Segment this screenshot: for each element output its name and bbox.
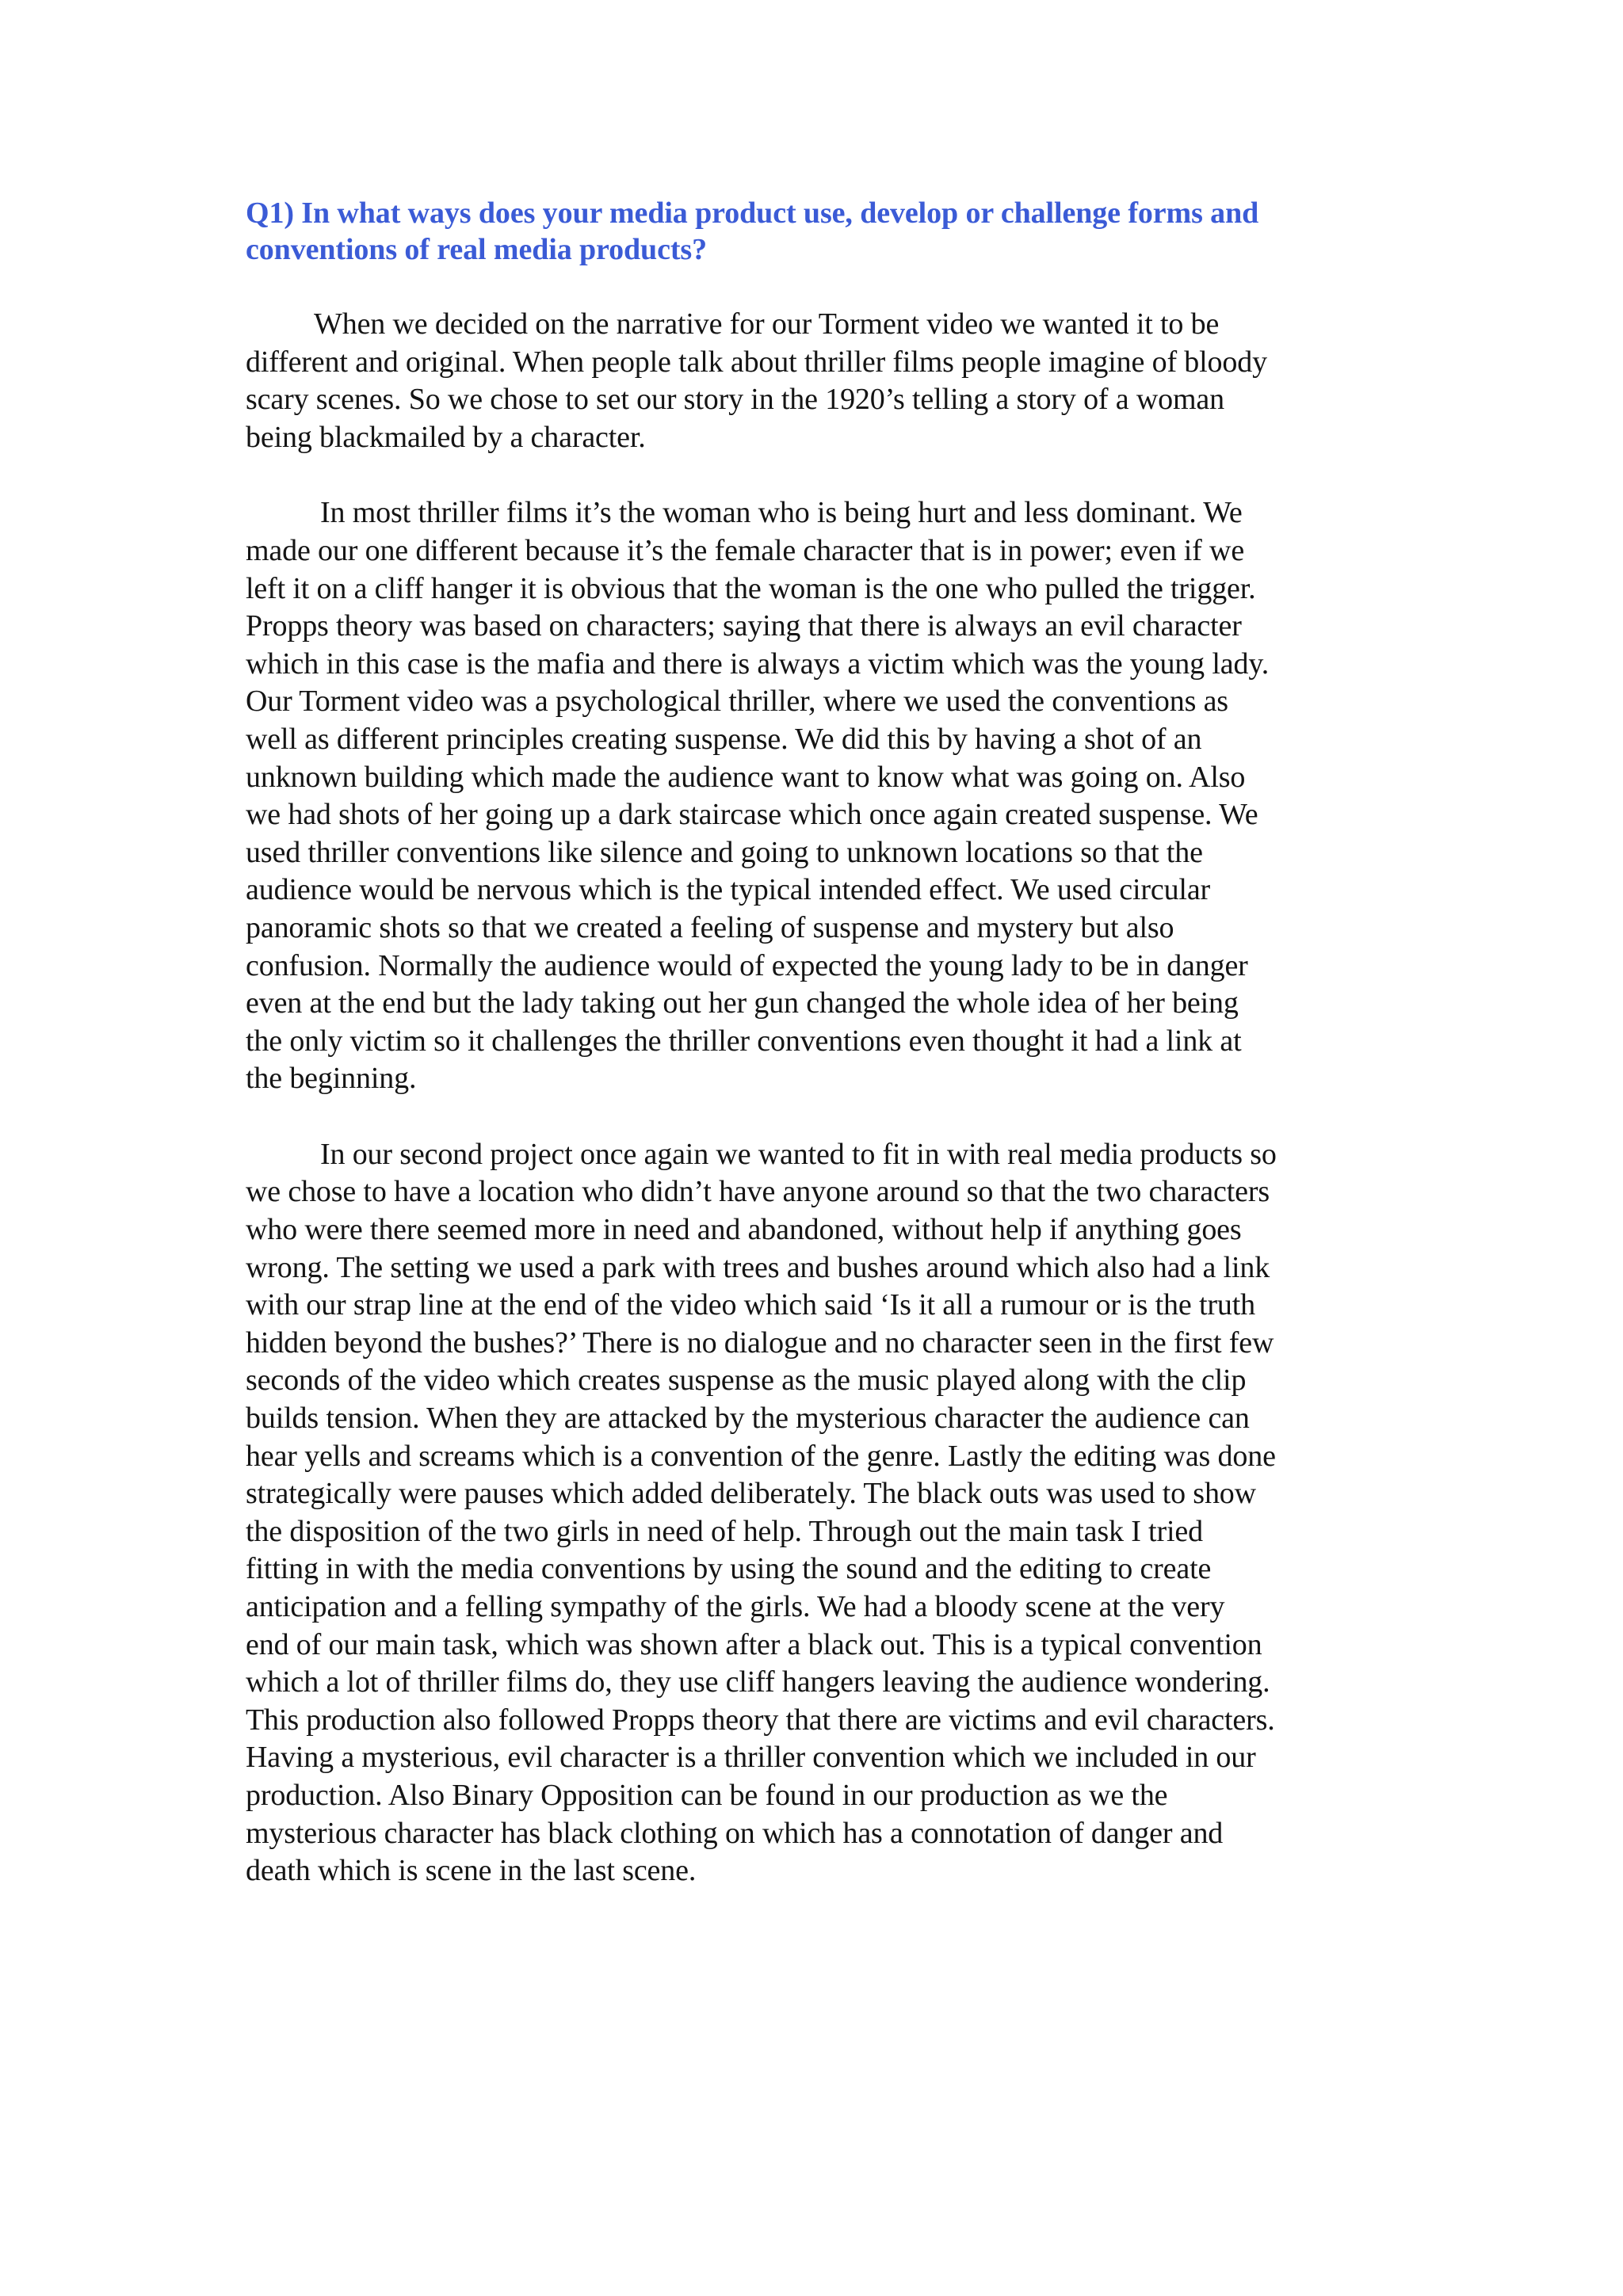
paragraph-torment-analysis: In most thriller films it’s the woman who is being hurt and less dominant. We made our one different because it’s the female character that is in power; even if we left it on a cliff hanger it is obvious that the woman is the one who pulled the trigger. Propps theory was based on characters; saying that there is always an evil character which in this case is the mafia and there is always a victim which was the young lady. Our Torment video was a psychological thriller, where we used the conventions as well as different principles creating suspense. We did this by having a shot of an unknown building which made the audience want to know what was going on. Also we had shots of her going up a dark staircase which once again created suspense. We used thriller conventions like silence and going to unknown locations so that the audience would be nervous which is the typical intended effect. We used circular panoramic shots so that we created a feeling of suspense and mystery but also confusion. Normally the audience would of expected the young lady to be in danger even at the end but the lady taking out her gun changed the whole idea of her being the only victim so it challenges the thriller conventions even thought it had a link at the beginning.	[246, 496, 1270, 1096]
paragraph-second-project: In our second project once again we wanted to fit in with real media products so we chose to have a location who didn’t have anyone around so that the two characters who were there seemed more in need and abandoned, without help if anything goes wrong. The setting we used a park with trees and bushes around which also had a link with our strap line at the end of the video which said ‘Is it all a rumour or is the truth hidden beyond the bushes?’ There is no dialogue and no character seen in the first few seconds of the video which creates suspense as the music played along with the clip builds tension. When they are attacked by the mysterious character the audience can hear yells and screams which is a convention of the genre. Lastly the editing was done strategically were pauses which added deliberately. The black outs was used to show the disposition of the two girls in need of help. Through out the main task I tried fitting in with the media conventions by using the sound and the editing to create anticipation and a felling sympathy of the girls. We had a bloody scene at the very end of our main task, which was shown after a black out. This is a typical convention which a lot of thriller films do, they use cliff hangers leaving the audience wondering. This production also followed Propps theory that there are victims and evil characters. Having a mysterious, evil character is a thriller convention which we included in our production. Also Binary Opposition can be found in our production as we the mysterious character has black clothing on which has a connotation of danger and death which is scene in the last scene.	[246, 1137, 1277, 1888]
paragraph-narrative: When we decided on the narrative for our Torment video we wanted it to be different and original. When people talk about thriller films people imagine of bloody scary scenes. So we chose to set our story in the 1920’s telling a story of a woman being blackmailed by a character.	[246, 307, 1267, 454]
question-heading: Q1) In what ways does your media product use, develop or challenge forms and conventions of real media products?	[246, 196, 1259, 266]
document-body	[246, 195, 1387, 1890]
